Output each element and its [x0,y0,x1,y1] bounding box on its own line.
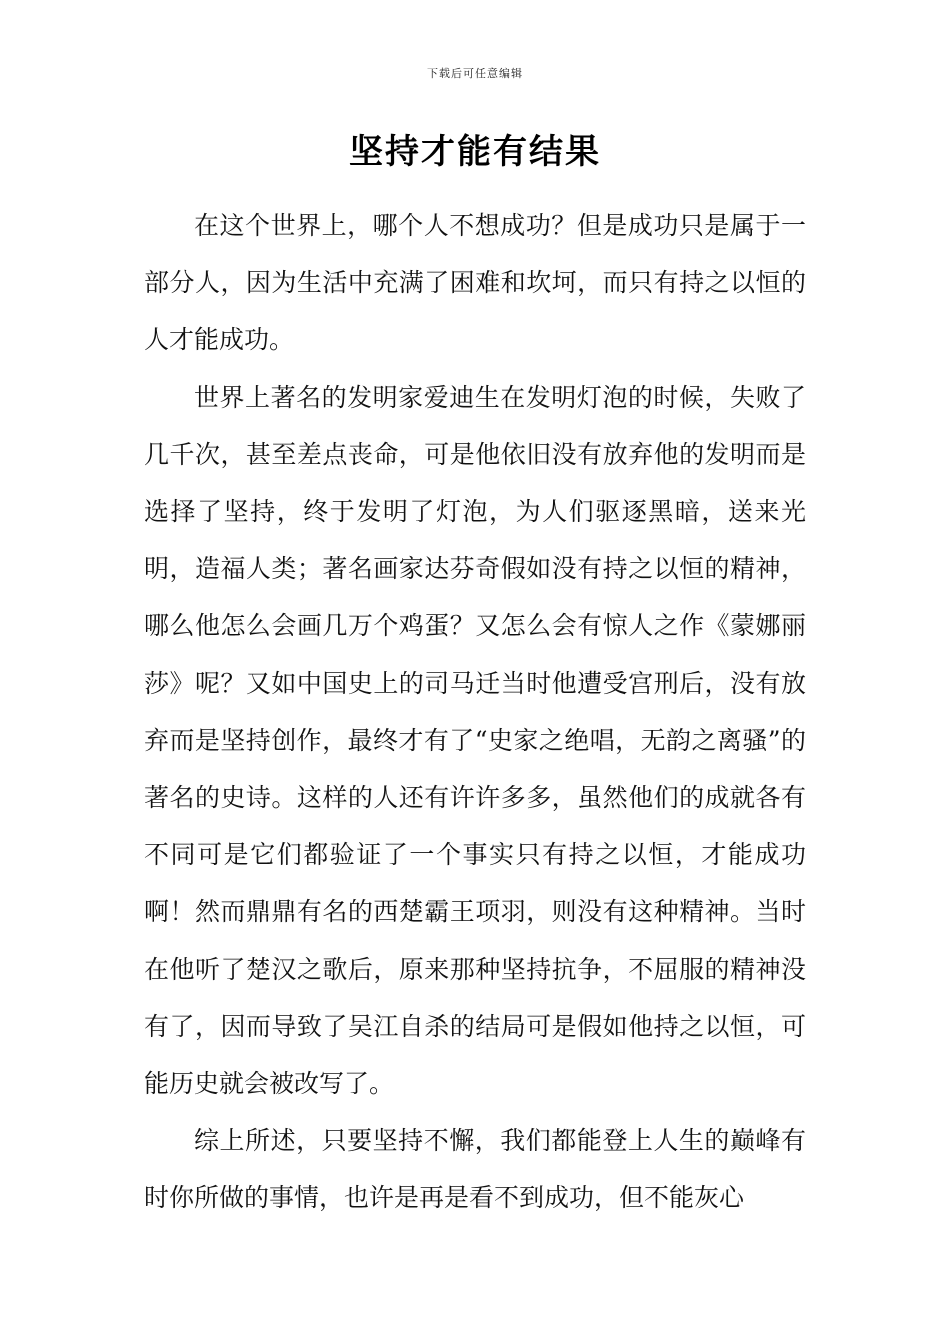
document-body [144,197,806,1227]
paragraph-2: 世界上著名的发明家爱迪生在发明灯泡的时候，失败了几千次，甚至差点丧命，可是他依旧没有放弃他的发明而是选择了坚持，终于发明了灯泡，为人们驱逐黑暗，送来光明，造福人类；著名画家达芬奇假如没有持之以恒的精神，哪么他怎么会画几万个鸡蛋？又怎么会有惊人之作《蒙娜丽莎》呢？又如中国史上的司马迁当时他遭受宫刑后，没有放弃而是坚持创作，最终才有了“史家之绝唱，无韵之离骚”的著名的史诗。这样的人还有许许多多，虽然他们的成就各有不同可是它们都验证了一个事实只有持之以恒，才能成功啊！然而鼎鼎有名的西楚霸王项羽，则没有这种精神。当时在他听了楚汉之歌后，原来那种坚持抗争，不屈服的精神没有了，因而导致了吴江自杀的结局可是假如他持之以恒，可能历史就会被改写了。 [144,382,806,1099]
header-note: 下载后可任意编辑 [427,67,523,80]
document-title: 坚持才能有结果 [349,132,601,172]
paragraph-1: 在这个世界上，哪个人不想成功？但是成功只是属于一部分人，因为生活中充满了困难和坎坷，而只有持之以恒的人才能成功。 [144,211,806,355]
paragraph-3: 综上所述，只要坚持不懈，我们都能登上人生的巅峰有时你所做的事情，也许是再是看不到成功，但不能灰心 [144,1126,806,1213]
